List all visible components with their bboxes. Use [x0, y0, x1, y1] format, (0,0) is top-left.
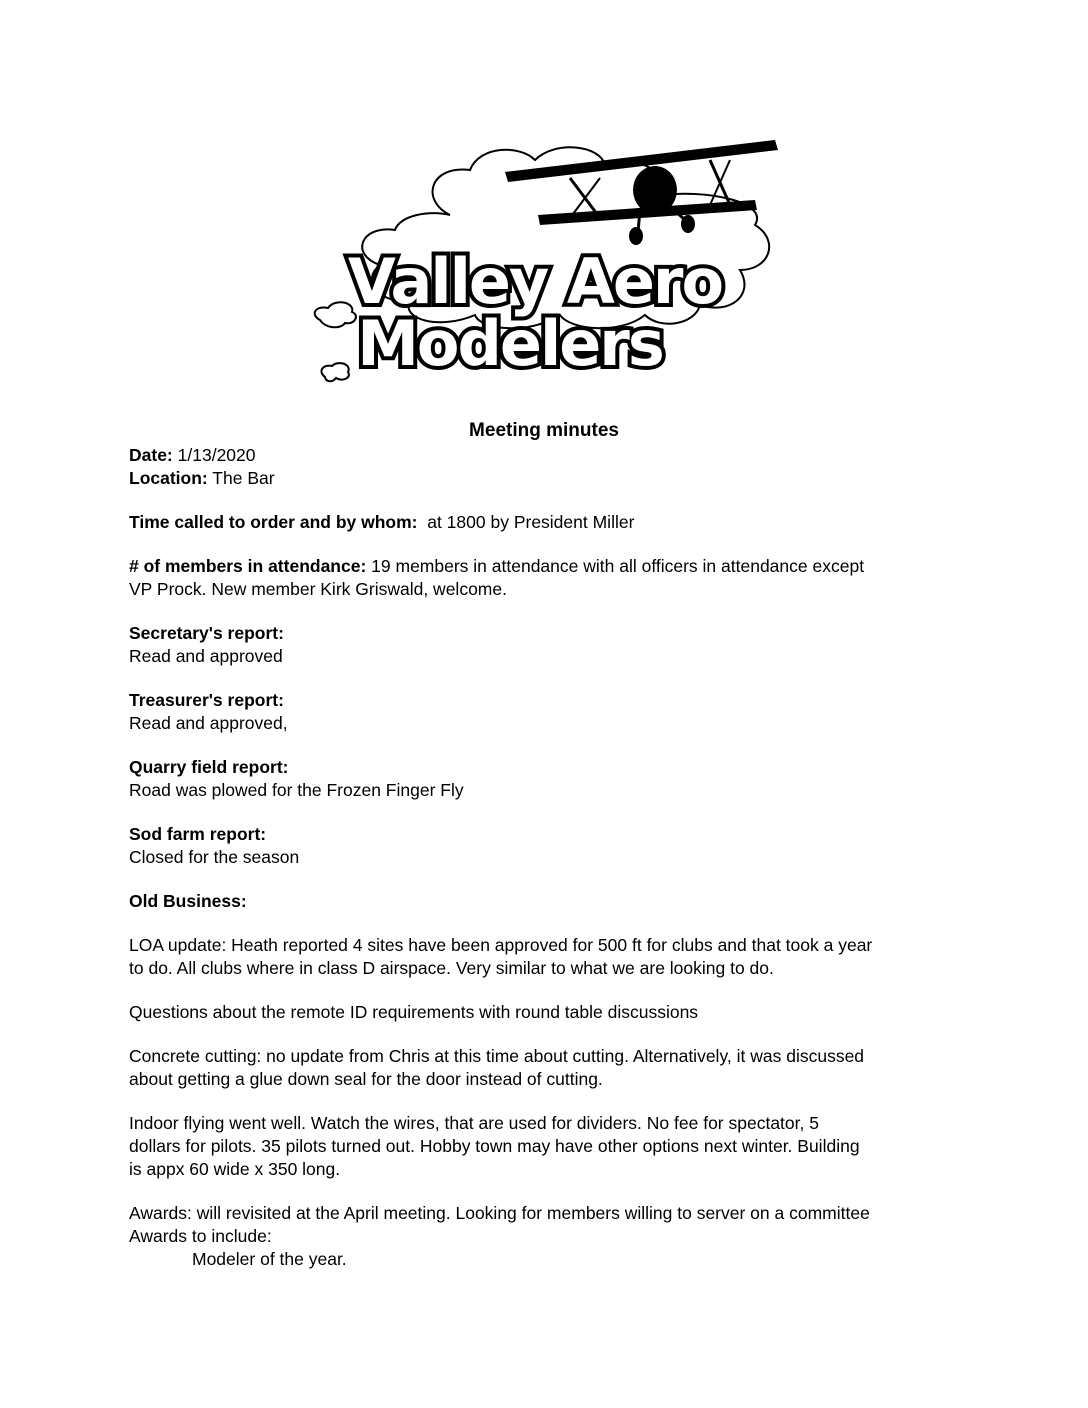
logo-line-1: Valley Aero: [347, 245, 723, 318]
page-title: Meeting minutes: [469, 420, 619, 441]
date-label: Date:: [129, 445, 173, 465]
order-value: at 1800 by President Miller: [427, 512, 635, 532]
date-line: [129, 444, 969, 467]
treasurer-value: Read and approved,: [129, 713, 288, 733]
location-line: [129, 467, 969, 490]
location-label: Location:: [129, 468, 208, 488]
indoor-line-1: Indoor flying went well. Watch the wires, that are used for dividers. No fee for spectator, 5: [129, 1113, 819, 1133]
indoor-line-3: is appx 60 wide x 350 long.: [129, 1159, 341, 1179]
loa-line-2: to do. All clubs where in class D airspace. Very similar to what we are looking to do.: [129, 958, 774, 978]
order-line: [129, 511, 969, 534]
attendance-value-2: VP Prock. New member Kirk Griswald, welcome.: [129, 579, 507, 599]
concrete-line-2: about getting a glue down seal for the door instead of cutting.: [129, 1069, 603, 1089]
loa-line-1: LOA update: Heath reported 4 sites have been approved for 500 ft for clubs and that took a year: [129, 935, 873, 955]
concrete-line-1: Concrete cutting: no update from Chris at this time about cutting. Alternatively, it was discussed: [129, 1046, 865, 1066]
valley-aero-modelers-logo: [300, 120, 780, 400]
minutes-body: [129, 444, 969, 1271]
quarry-value: Road was plowed for the Frozen Finger Fly: [129, 780, 464, 800]
secretary-label: Secretary's report:: [129, 623, 284, 643]
attendance-line: [129, 555, 969, 578]
old-business-label: Old Business:: [129, 891, 247, 911]
secretary-value: Read and approved: [129, 646, 283, 666]
attendance-value-1: 19 members in attendance with all officers in attendance except: [371, 556, 865, 576]
logo-line-2: Modelers: [357, 307, 663, 380]
awards-item: Modeler of the year.: [192, 1249, 347, 1269]
sod-value: Closed for the season: [129, 847, 300, 867]
awards-line-1: Awards: will revisited at the April meeting. Looking for members willing to server on a committee: [129, 1203, 870, 1223]
sod-label: Sod farm report:: [129, 824, 267, 844]
order-label: Time called to order and by whom:: [129, 512, 418, 532]
quarry-label: Quarry field report:: [129, 757, 289, 777]
awards-line-2: Awards to include:: [129, 1226, 272, 1246]
treasurer-label: Treasurer's report:: [129, 690, 284, 710]
location-value: The Bar: [212, 468, 275, 488]
date-value: 1/13/2020: [177, 445, 256, 465]
indoor-line-2: dollars for pilots. 35 pilots turned out. Hobby town may have other options next winter. Building: [129, 1136, 860, 1156]
remote-id-line: Questions about the remote ID requirements with round table discussions: [129, 1002, 699, 1022]
attendance-label: # of members in attendance:: [129, 556, 367, 576]
